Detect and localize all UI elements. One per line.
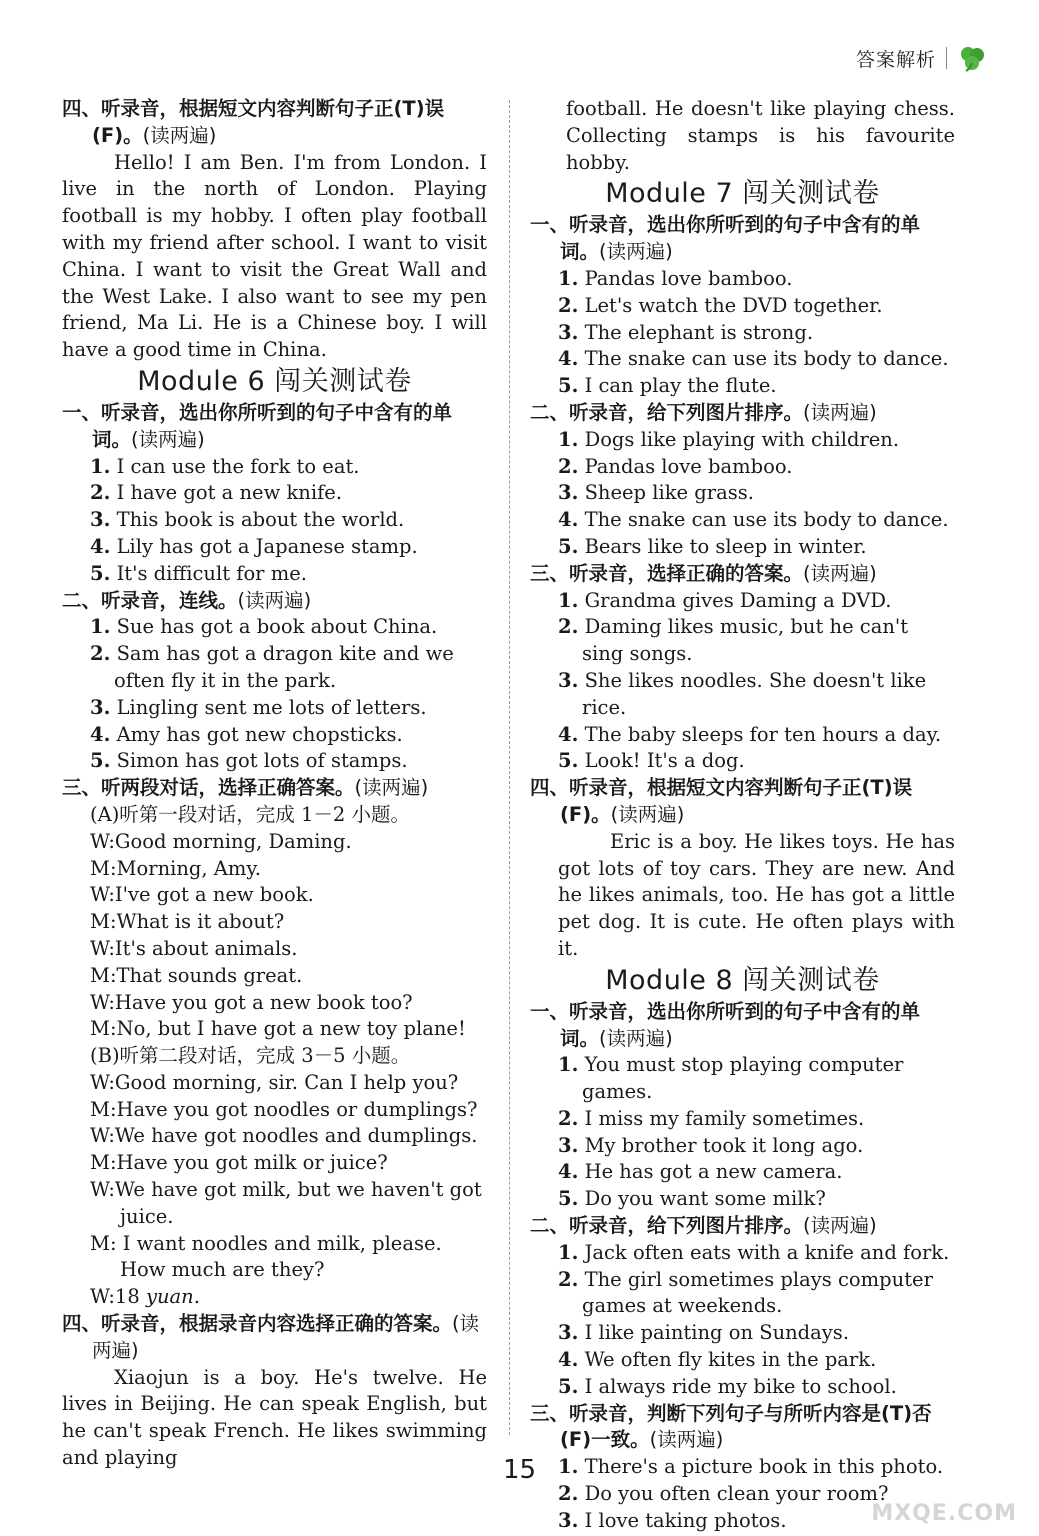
list-item: [62, 695, 487, 722]
item-text: I can play the flute.: [584, 374, 777, 398]
item-number: 2.: [90, 481, 111, 505]
item-text: I like painting on Sundays.: [584, 1321, 850, 1345]
item-number: 5.: [558, 1374, 579, 1398]
item-text: I love taking photos.: [584, 1508, 787, 1532]
section-heading: 二、听录音，给下列图片排序。(读两遍): [530, 1214, 877, 1238]
dialog-line: M:Morning, Amy.: [90, 856, 261, 880]
item-text: The snake can use its body to dance.: [584, 347, 949, 371]
list-item: [530, 454, 955, 481]
watermark: MXQE.COM: [871, 1501, 1017, 1526]
item-number: 4.: [558, 722, 579, 746]
list-item: [62, 454, 487, 481]
list-item: [62, 534, 487, 561]
item-number: 4.: [558, 508, 579, 532]
list-item: [62, 561, 487, 588]
right-column: [530, 96, 955, 1535]
item-number: 1.: [558, 1455, 579, 1479]
dialog-line: W:18 yuan.: [90, 1285, 200, 1309]
dialog: [62, 1070, 487, 1284]
item-number: 3.: [90, 508, 111, 532]
header-divider: [946, 47, 947, 69]
passage: Hello! I am Ben. I'm from London. I live in the north of London. Playing football is my hobby. I often play football with my friend after school. I want to visit China. I want to visit the Great Wall and the West Lake. I also want to see my pen friend, Ma Li. He is a Chinese boy. I will have a good time in China.: [62, 150, 487, 362]
passage: Eric is a boy. He likes toys. He has got lots of toy cars. They are new. And he likes animals, too. He has got a little pet dog. It is cute. He often plays with it.: [558, 829, 955, 960]
column-divider: [509, 100, 510, 1435]
item-number: 4.: [558, 1160, 579, 1184]
list-item: [530, 534, 955, 561]
list-item: [530, 346, 955, 373]
answer-list: [530, 266, 955, 400]
item-number: 5.: [558, 534, 579, 558]
list-item: [530, 480, 955, 507]
item-number: 3.: [558, 481, 579, 505]
list-item: [530, 1159, 955, 1186]
section-heading: 二、听录音，给下列图片排序。(读两遍): [530, 400, 877, 424]
answer-list: [530, 1052, 955, 1213]
list-item: [530, 373, 955, 400]
list-item: [530, 507, 955, 534]
answer-list: [530, 588, 955, 776]
section-heading: 四、听录音，根据短文内容判断句子正(T)误(F)。(读两遍): [62, 97, 445, 147]
dialog-line: W:We have got noodles and dumplings.: [90, 1124, 478, 1148]
item-number: 1.: [90, 454, 111, 478]
item-number: 4.: [558, 1348, 579, 1372]
dialog-line: W:We have got milk, but we haven't got juice.: [90, 1178, 482, 1228]
item-number: 4.: [90, 722, 111, 746]
item-text: Look! It's a dog.: [584, 749, 745, 773]
item-text: Lingling sent me lots of letters.: [116, 695, 427, 719]
item-text: Sam has got a dragon kite and we often fly it in the park.: [114, 642, 454, 692]
item-text: He has got a new camera.: [584, 1160, 843, 1184]
clover-icon: [957, 43, 987, 73]
list-item: [530, 1106, 955, 1133]
item-number: 5.: [558, 374, 579, 398]
dialog-line: M:No, but I have got a new toy plane!: [90, 1017, 466, 1041]
item-text: I can use the fork to eat.: [116, 454, 360, 478]
list-item: [530, 1133, 955, 1160]
item-text: I miss my family sometimes.: [584, 1106, 865, 1130]
answer-list: [62, 614, 487, 775]
item-text: Amy has got new chopsticks.: [116, 722, 403, 746]
section-heading: 三、听录音，选择正确的答案。(读两遍): [530, 561, 877, 585]
item-number: 5.: [90, 749, 111, 773]
list-item: [530, 1374, 955, 1401]
item-text: Lily has got a Japanese stamp.: [116, 534, 418, 558]
item-text: Bears like to sleep in winter.: [584, 534, 867, 558]
section-heading: 二、听录音，连线。(读两遍): [62, 588, 312, 612]
list-item: [530, 1240, 955, 1267]
item-number: 5.: [90, 561, 111, 585]
item-number: 4.: [558, 347, 579, 371]
dialog-line: M:That sounds great.: [90, 963, 303, 987]
item-text: The girl sometimes plays computer games at weekends.: [582, 1267, 933, 1318]
item-text: Jack often eats with a knife and fork.: [584, 1240, 950, 1264]
item-text: This book is about the world.: [116, 508, 405, 532]
list-item: [530, 1267, 955, 1321]
item-text: The baby sleeps for ten hours a day.: [584, 722, 942, 746]
item-number: 3.: [558, 1321, 579, 1345]
dialog-line: W:I've got a new book.: [90, 883, 314, 907]
list-item: [530, 320, 955, 347]
dialog-line: M: I want noodles and milk, please. How much are they?: [90, 1231, 442, 1282]
item-number: 5.: [558, 1187, 579, 1211]
item-text: You must stop playing computer games.: [582, 1053, 904, 1104]
item-text: My brother took it long ago.: [584, 1133, 864, 1157]
item-number: 2.: [558, 1106, 579, 1130]
item-number: 1.: [558, 1240, 579, 1264]
list-item: [62, 722, 487, 749]
dialog-line: W:It's about animals.: [90, 936, 298, 960]
left-column: [62, 96, 487, 1472]
list-item: [62, 748, 487, 775]
section-heading: 一、听录音，选出你所听到的句子中含有的单词。(读两遍): [530, 213, 921, 264]
item-number: 1.: [90, 615, 111, 639]
item-text: Sue has got a book about China.: [116, 615, 438, 639]
item-text: Simon has got lots of stamps.: [116, 749, 408, 773]
passage: Xiaojun is a boy. He's twelve. He lives in Beijing. He can speak English, but he can't speak French. He likes swimming and playing: [62, 1365, 487, 1470]
list-item: [530, 748, 955, 775]
item-text: Dogs like playing with children.: [584, 427, 900, 451]
answer-list: [530, 1240, 955, 1401]
item-number: 2.: [558, 615, 579, 639]
passage-continued: football. He doesn't like playing chess. Collecting stamps is his favourite hobby.: [566, 97, 955, 174]
dialog-line: M:Have you got milk or juice?: [90, 1151, 388, 1175]
list-item: [530, 668, 955, 722]
list-item: [530, 1186, 955, 1213]
item-text: We often fly kites in the park.: [584, 1348, 877, 1372]
item-text: Grandma gives Daming a DVD.: [584, 588, 892, 612]
item-number: 3.: [558, 320, 579, 344]
dialog-line: W:Have you got a new book too?: [90, 990, 413, 1014]
item-number: 1.: [558, 266, 579, 290]
list-item: [530, 1052, 955, 1106]
item-text: Do you want some milk?: [584, 1187, 826, 1211]
item-text: Daming likes music, but he can't sing songs.: [582, 615, 909, 666]
list-item: [530, 293, 955, 320]
list-item: [530, 1320, 955, 1347]
item-number: 2.: [558, 454, 579, 478]
item-number: 3.: [558, 1508, 579, 1532]
dialog: [62, 829, 487, 1043]
item-text: It's difficult for me.: [116, 561, 307, 585]
module-6-title: Module 6 闯关测试卷: [137, 365, 412, 397]
section-heading: 四、听录音，根据短文内容判断句子正(T)误(F)。(读两遍): [530, 776, 913, 826]
item-number: 1.: [558, 588, 579, 612]
dialog-a-heading: (A)听第一段对话，完成 1－2 小题。: [90, 802, 411, 826]
module-8-title: Module 8 闯关测试卷: [605, 964, 880, 996]
dialog-line: W:Good morning, Daming.: [90, 829, 352, 853]
list-item: [530, 266, 955, 293]
item-text: Do you often clean your room?: [584, 1482, 889, 1506]
list-item: [62, 614, 487, 641]
list-item: [530, 722, 955, 749]
item-text: I always ride my bike to school.: [584, 1374, 897, 1398]
list-item: [530, 427, 955, 454]
dialog-line: W:Good morning, sir. Can I help you?: [90, 1070, 459, 1094]
list-item: [530, 1347, 955, 1374]
item-number: 2.: [558, 1267, 579, 1291]
item-text: Sheep like grass.: [584, 481, 754, 505]
header-title: 答案解析: [855, 48, 936, 71]
dialog-line: M:What is it about?: [90, 910, 285, 934]
item-number: 3.: [90, 695, 111, 719]
section-heading: 四、听录音，根据录音内容选择正确的答案。(读两遍): [62, 1312, 480, 1362]
item-number: 5.: [558, 749, 579, 773]
dialog-b-heading: (B)听第二段对话，完成 3－5 小题。: [90, 1044, 411, 1068]
list-item: [530, 588, 955, 615]
section-heading: 三、听两段对话，选择正确答案。(读两遍): [62, 776, 429, 800]
list-item: [62, 641, 487, 695]
page-number: 15: [502, 1455, 537, 1485]
item-text: She likes noodles. She doesn't like rice.: [582, 668, 927, 719]
item-number: 3.: [558, 668, 579, 692]
list-item: [62, 507, 487, 534]
item-text: The snake can use its body to dance.: [584, 508, 949, 532]
item-text: The elephant is strong.: [584, 320, 814, 344]
module-7-title: Module 7 闯关测试卷: [605, 178, 880, 210]
item-number: 2.: [558, 293, 579, 317]
item-number: 1.: [558, 427, 579, 451]
item-number: 2.: [90, 642, 111, 666]
item-text: Pandas love bamboo.: [584, 266, 793, 290]
section-heading: 一、听录音，选出你所听到的句子中含有的单词。(读两遍): [62, 400, 453, 451]
section-heading: 一、听录音，选出你所听到的句子中含有的单词。(读两遍): [530, 999, 921, 1050]
dialog-line: M:Have you got noodles or dumplings?: [90, 1097, 478, 1121]
section-heading: 三、听录音，判断下列句子与所听内容是(T)否(F)一致。(读两遍): [530, 1401, 932, 1452]
item-number: 2.: [558, 1482, 579, 1506]
list-item: [62, 480, 487, 507]
list-item: [530, 614, 955, 668]
item-text: Let's watch the DVD together.: [584, 293, 883, 317]
page-header: [856, 38, 987, 78]
item-number: 1.: [558, 1053, 579, 1077]
item-number: 4.: [90, 534, 111, 558]
item-text: Pandas love bamboo.: [584, 454, 793, 478]
answer-list: [530, 427, 955, 561]
item-number: 3.: [558, 1133, 579, 1157]
item-text: I have got a new knife.: [116, 481, 343, 505]
answer-list: [62, 454, 487, 588]
item-text: There's a picture book in this photo.: [584, 1455, 944, 1479]
